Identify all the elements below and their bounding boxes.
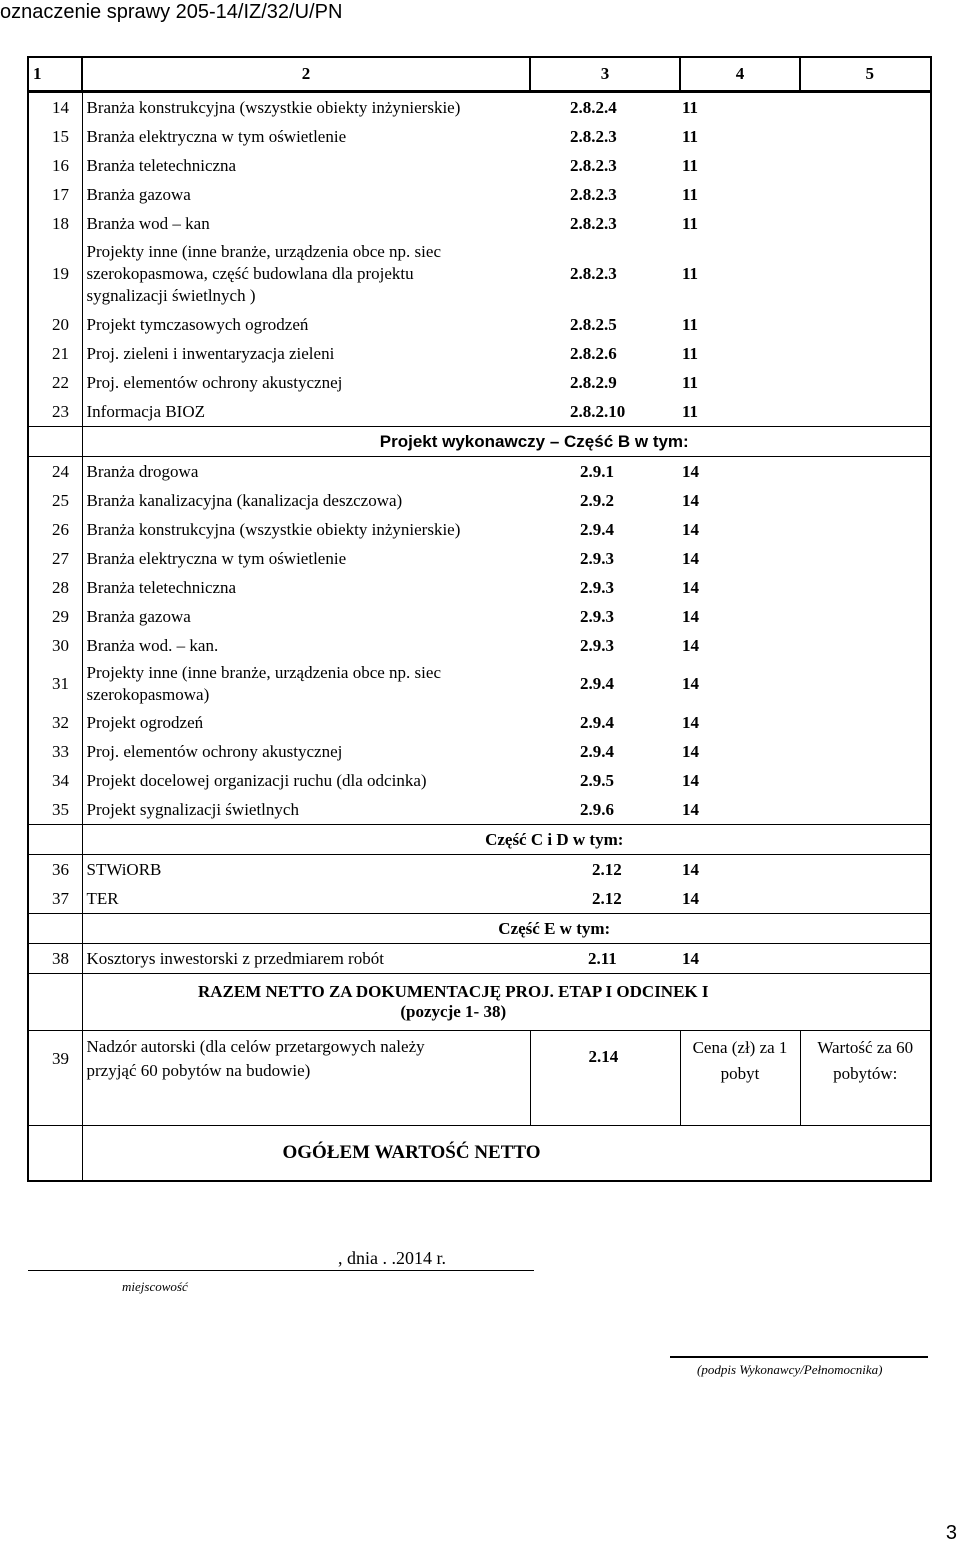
row-number: 24 — [28, 457, 82, 487]
row-number: 35 — [28, 795, 82, 825]
table-row — [28, 310, 931, 339]
row-description: Branża drogowa — [82, 457, 530, 487]
row-description: Branża elektryczna w tym oświetlenie — [82, 122, 530, 151]
row-number: 26 — [28, 515, 82, 544]
row-code: 2.8.2.9 — [570, 372, 617, 392]
table-row — [28, 766, 931, 795]
cost-table — [27, 56, 931, 1163]
place-date-underline — [28, 1270, 534, 1271]
row-number: 36 — [28, 855, 82, 885]
row-description: Branża gazowa — [82, 180, 530, 209]
row-number: 17 — [28, 180, 82, 209]
row-description: Projekt tymczasowych ogrodzeń — [82, 310, 530, 339]
row-value: 11 — [682, 314, 699, 334]
row-number: 15 — [28, 122, 82, 151]
row-code: 2.11 — [530, 944, 680, 974]
table-row — [28, 1031, 931, 1126]
table-row — [28, 737, 931, 766]
row-code: 2.9.3 — [580, 548, 614, 568]
table-row — [28, 368, 931, 397]
row-code: 2.9.4 — [580, 674, 614, 693]
row-code: 2.12 — [530, 884, 680, 914]
row-description — [82, 238, 530, 310]
row-number: 25 — [28, 486, 82, 515]
grand-total-row — [28, 1126, 931, 1182]
col-header-2: 2 — [82, 57, 530, 92]
row-value: 11 — [682, 97, 699, 117]
row-code: 2.8.2.3 — [570, 264, 617, 283]
row-number: 29 — [28, 602, 82, 631]
row-value: 11 — [680, 397, 800, 427]
table-row — [28, 457, 931, 487]
page-number: 3 — [945, 1522, 957, 1544]
row-value: 14 — [680, 855, 800, 885]
row-number: 34 — [28, 766, 82, 795]
section-heading-row — [28, 825, 931, 855]
row-description: Branża konstrukcyjna (wszystkie obiekty inżynierskie) — [82, 515, 530, 544]
row-code: 2.9.6 — [530, 795, 680, 825]
row-description-line: szerokopasmowa, część budowlana dla projektu — [86, 264, 414, 283]
row-number: 14 — [28, 92, 82, 123]
table-row — [28, 544, 931, 573]
row-code: 2.9.3 — [580, 635, 614, 655]
row-code: 2.8.2.3 — [570, 213, 617, 233]
unit-price-label-line: Cena (zł) za 1 — [692, 1038, 788, 1057]
table-row — [28, 884, 931, 914]
table-row — [28, 602, 931, 631]
table-row — [28, 238, 931, 310]
row-value: 14 — [682, 490, 699, 510]
row-number: 38 — [28, 944, 82, 974]
row-description: Branża kanalizacyjna (kanalizacja deszczowa) — [82, 486, 530, 515]
table-row — [28, 180, 931, 209]
row-code: 2.9.4 — [580, 712, 614, 732]
total-value-label-line: pobytów: — [833, 1064, 898, 1083]
row-code: 2.9.2 — [580, 490, 614, 510]
total-value-label-line: Wartość za 60 — [817, 1038, 914, 1057]
row-description-line: sygnalizacji świetlnych ) — [86, 286, 256, 305]
row-number: 22 — [28, 368, 82, 397]
col-header-4: 4 — [680, 57, 800, 92]
row-description: Projekt docelowej organizacji ruchu (dla odcinka) — [82, 766, 530, 795]
row-value: 14 — [680, 795, 800, 825]
row-value: 11 — [682, 184, 699, 204]
section-cd-title: Część C i D w tym: — [82, 825, 931, 855]
row-number: 32 — [28, 708, 82, 737]
row-description: Branża konstrukcyjna (wszystkie obiekty inżynierskie) — [82, 92, 530, 123]
row-code: 2.8.2.10 — [530, 397, 680, 427]
section-e-title: Część E w tym: — [82, 914, 931, 944]
total-row — [28, 974, 931, 1031]
row-description: Branża teletechniczna — [82, 573, 530, 602]
row-number: 19 — [28, 238, 82, 310]
row-value: 14 — [682, 712, 699, 732]
table-row — [28, 122, 931, 151]
row-code: 2.8.2.6 — [570, 343, 617, 363]
col-header-3: 3 — [530, 57, 680, 92]
row-code: 2.9.4 — [580, 741, 614, 761]
row-value: 14 — [682, 674, 699, 693]
row-description: STWiORB — [82, 855, 530, 885]
table-row — [28, 631, 931, 660]
row-value: 11 — [682, 264, 699, 283]
section-heading-row — [28, 427, 931, 457]
row-description: Branża teletechniczna — [82, 151, 530, 180]
row-code: 2.9.3 — [580, 606, 614, 626]
row-description: Informacja BIOZ — [82, 397, 530, 427]
signature-label: (podpis Wykonawcy/Pełnomocnika) — [697, 1362, 883, 1377]
row-code: 2.8.2.3 — [570, 184, 617, 204]
row-number: 31 — [28, 660, 82, 708]
row-code: 2.9.5 — [580, 770, 614, 790]
row-value: 14 — [680, 884, 800, 914]
column-header-row — [28, 57, 931, 92]
table-row — [28, 339, 931, 368]
row-value: 11 — [682, 126, 699, 146]
row-description: Branża gazowa — [82, 602, 530, 631]
table-row — [28, 573, 931, 602]
row-code: 2.8.2.3 — [570, 155, 617, 175]
row-description-line: Projekty inne (inne branże, urządzenia obce np. siec — [86, 663, 441, 682]
table-row — [28, 397, 931, 427]
row-value: 14 — [682, 519, 699, 539]
row-code: 2.14 — [530, 1031, 680, 1126]
signature-line — [670, 1356, 928, 1358]
row-description: Proj. elementów ochrony akustycznej — [82, 737, 530, 766]
row-value: 14 — [682, 741, 699, 761]
row-code: 2.8.2.5 — [570, 314, 617, 334]
row-number: 23 — [28, 397, 82, 427]
row-value: 11 — [682, 343, 699, 363]
section-heading-row — [28, 914, 931, 944]
row-number: 27 — [28, 544, 82, 573]
row-description: Branża wod – kan — [82, 209, 530, 238]
row-value: 14 — [682, 577, 699, 597]
row-code: 2.9.1 — [530, 457, 680, 487]
row-value: 11 — [682, 213, 699, 233]
row-description: TER — [82, 884, 530, 914]
row-number: 39 — [28, 1031, 82, 1126]
row-number: 20 — [28, 310, 82, 339]
row-code: 2.9.4 — [580, 519, 614, 539]
row-description: Proj. elementów ochrony akustycznej — [82, 368, 530, 397]
row-number: 21 — [28, 339, 82, 368]
table-row — [28, 92, 931, 123]
row-number: 16 — [28, 151, 82, 180]
row-value: 14 — [682, 548, 699, 568]
total-value-label — [800, 1031, 931, 1126]
table-row — [28, 944, 931, 974]
row-number: 30 — [28, 631, 82, 660]
col-header-5: 5 — [800, 57, 931, 92]
row-number: 18 — [28, 209, 82, 238]
row-description: Projekt ogrodzeń — [82, 708, 530, 737]
place-label: miejscowość — [122, 1279, 188, 1294]
table-row — [28, 795, 931, 825]
table-row — [28, 855, 931, 885]
row-description: Branża wod. – kan. — [82, 631, 530, 660]
row-code: 2.8.2.3 — [570, 126, 617, 146]
unit-price-label — [680, 1031, 800, 1126]
row-value: 11 — [682, 155, 699, 175]
row-value: 14 — [680, 457, 800, 487]
row-description — [82, 1031, 530, 1126]
row-value: 14 — [682, 770, 699, 790]
row-number: 28 — [28, 573, 82, 602]
grand-total: OGÓŁEM WARTOŚĆ NETTO — [82, 1126, 931, 1182]
table-row — [28, 209, 931, 238]
netto-total-range: (pozycje 1- 38) — [400, 1002, 507, 1021]
row-description: Branża elektryczna w tym oświetlenie — [82, 544, 530, 573]
section-b-title: Projekt wykonawczy – Część B w tym: — [82, 427, 931, 457]
unit-price-label-line: pobyt — [720, 1064, 760, 1083]
table-row — [28, 708, 931, 737]
netto-total-title: RAZEM NETTO ZA DOKUMENTACJĘ PROJ. ETAP I ODCINEK I — [197, 982, 709, 1001]
row-code: 2.12 — [530, 855, 680, 885]
table-row — [28, 660, 931, 708]
netto-total — [82, 974, 931, 1031]
row-description-line: Nadzór autorski (dla celów przetargowych należy — [86, 1037, 425, 1056]
table-row — [28, 486, 931, 515]
row-description: Projekt sygnalizacji świetlnych — [82, 795, 530, 825]
table-row — [28, 151, 931, 180]
row-number: 33 — [28, 737, 82, 766]
row-value: 14 — [682, 606, 699, 626]
row-value: 11 — [682, 372, 699, 392]
row-number: 37 — [28, 884, 82, 914]
row-description: Kosztorys inwestorski z przedmiarem robót — [82, 944, 530, 974]
table-row — [28, 515, 931, 544]
row-description — [82, 660, 530, 708]
col-header-1: 1 — [28, 57, 82, 92]
row-value: 14 — [682, 635, 699, 655]
row-code: 2.8.2.4 — [570, 97, 617, 117]
row-value: 14 — [680, 944, 800, 974]
row-description-line: Projekty inne (inne branże, urządzenia obce np. siec — [86, 242, 441, 261]
row-description-line: szerokopasmowa) — [86, 685, 210, 704]
row-description-line: przyjąć 60 pobytów na budowie) — [86, 1061, 311, 1080]
case-mark: oznaczenie sprawy 205-14/IZ/32/U/PN — [0, 1, 343, 23]
row-code: 2.9.3 — [580, 577, 614, 597]
date-line: , dnia . .2014 r. — [338, 1248, 446, 1268]
row-description: Proj. zieleni i inwentaryzacja zieleni — [82, 339, 530, 368]
